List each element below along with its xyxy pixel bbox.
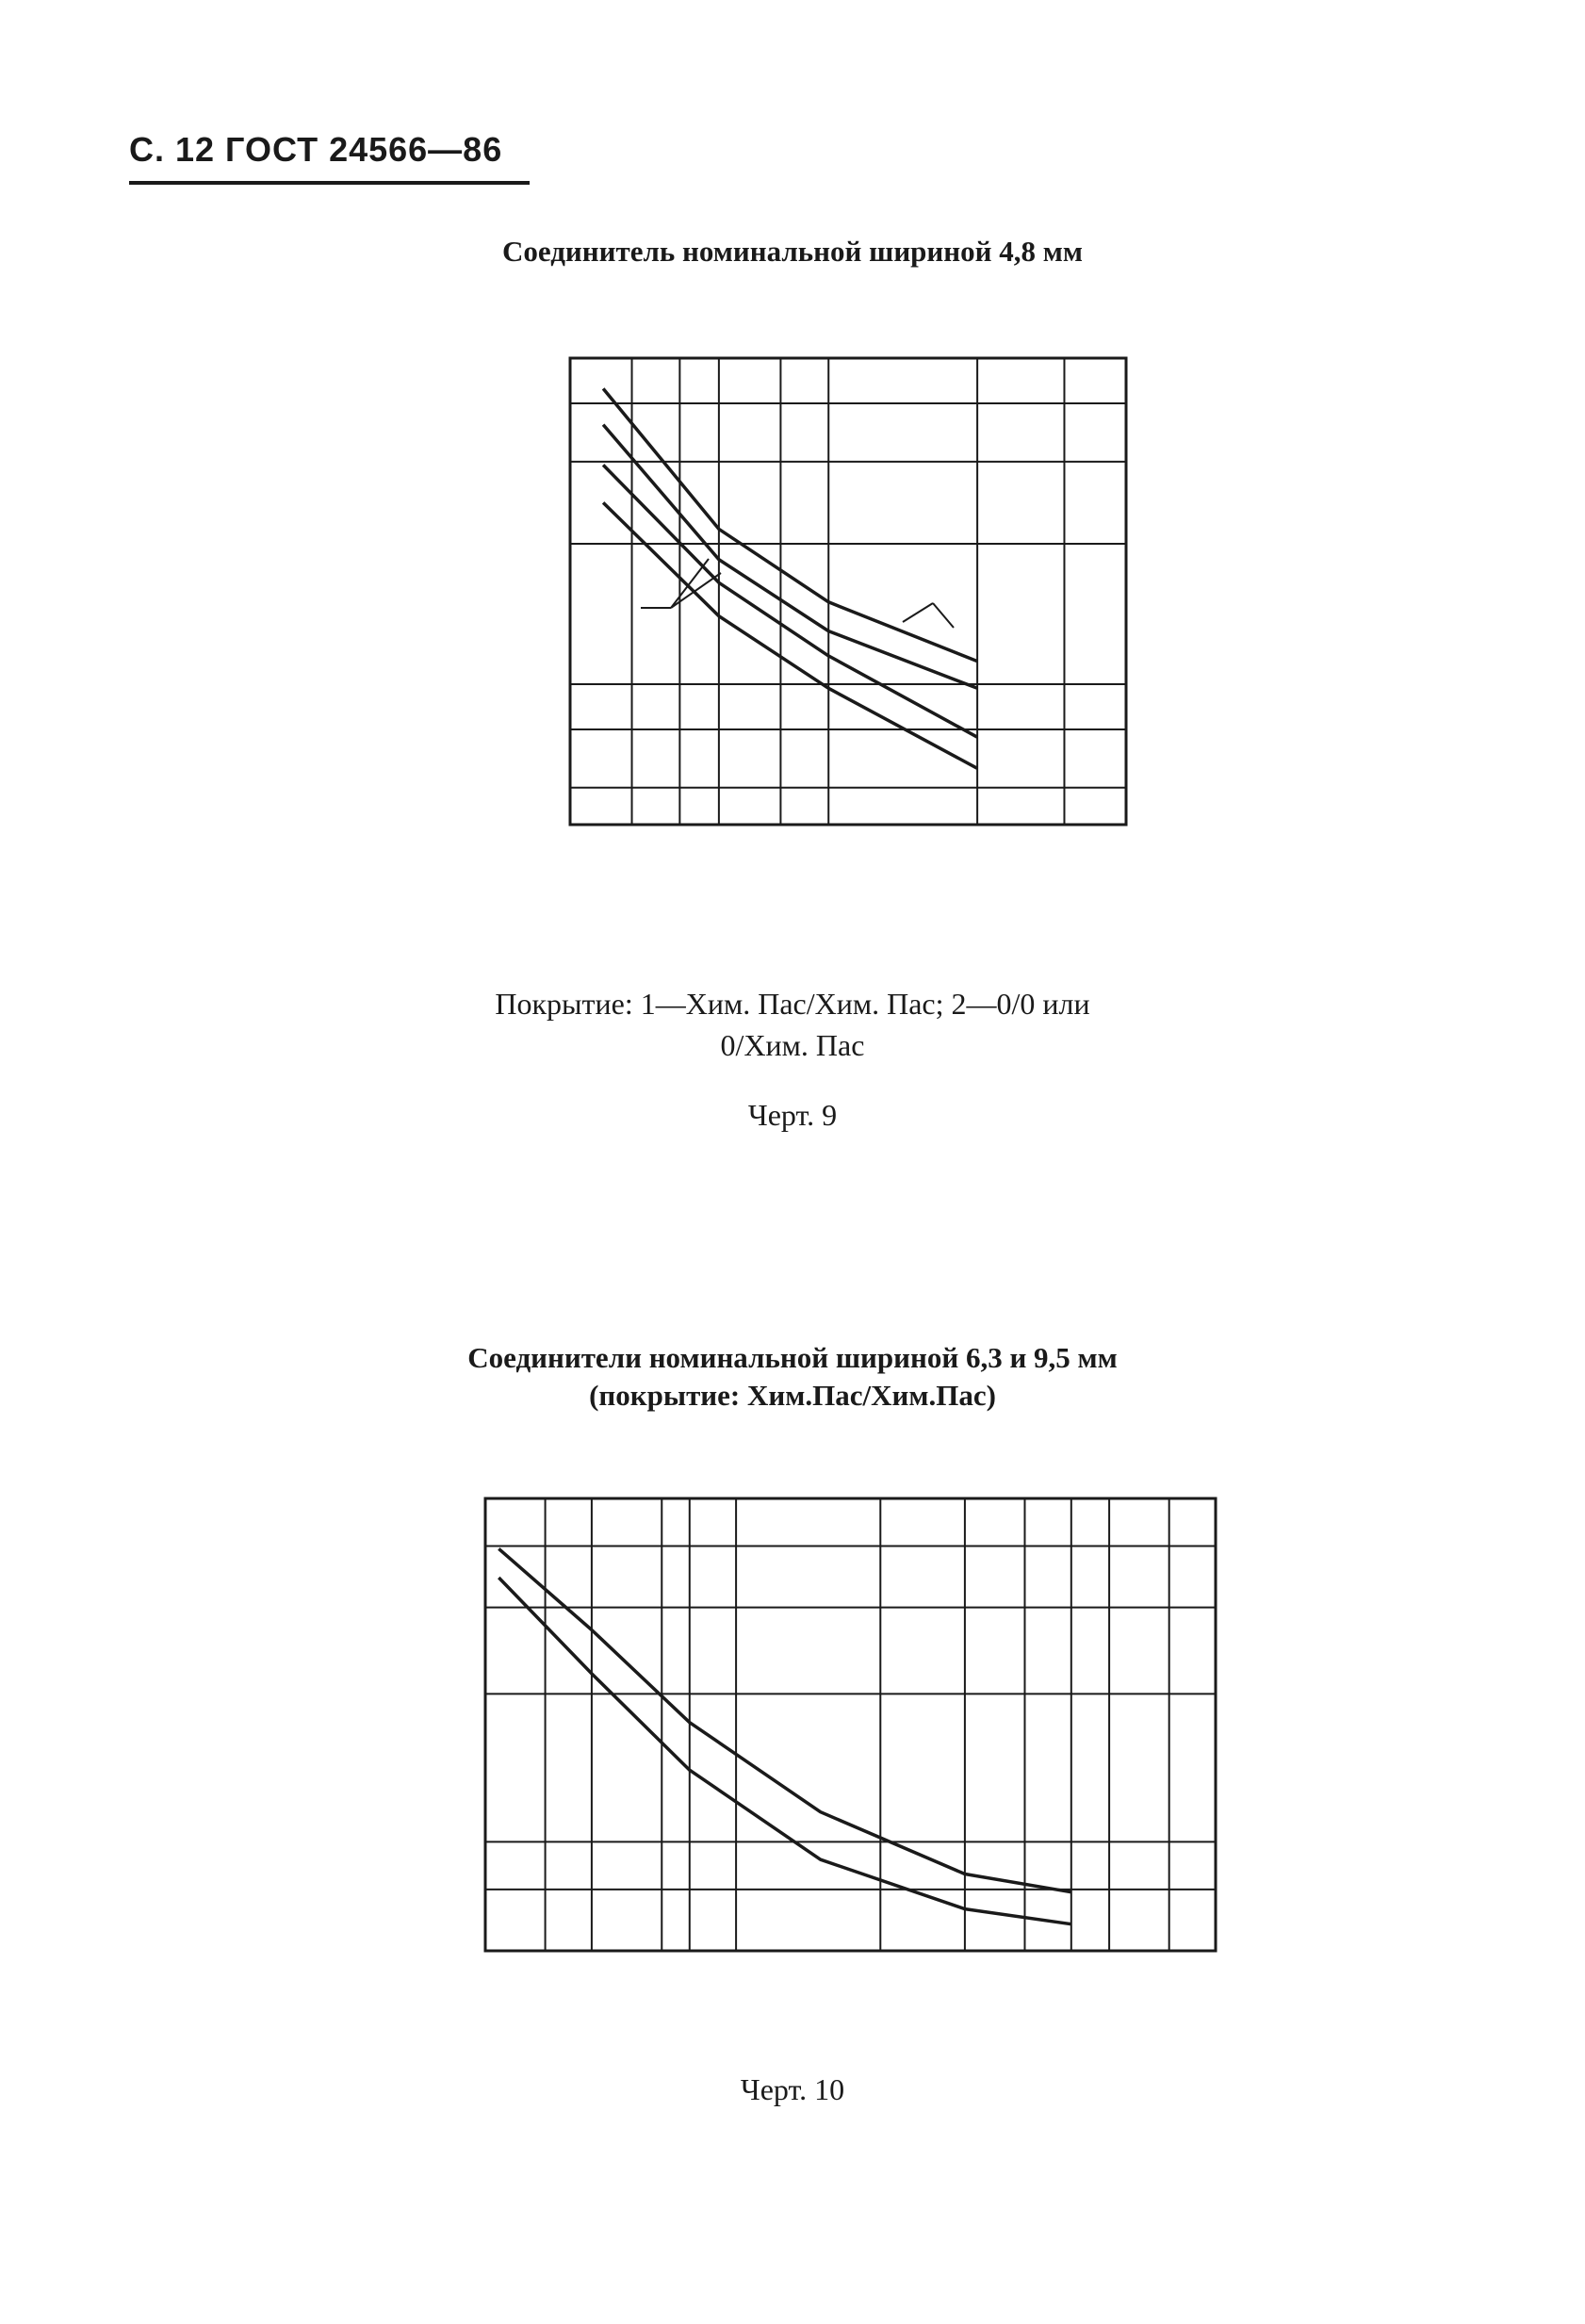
chart-10 — [0, 1470, 1585, 2054]
series-line — [603, 388, 977, 661]
fig10-caption: Черт. 10 — [740, 2072, 845, 2106]
series-line — [498, 1548, 1071, 1891]
annotation-leader — [933, 603, 954, 628]
coating-caption-line2: 0/Хим. Пас — [720, 1028, 865, 1062]
header-rule — [129, 181, 530, 185]
plot-frame — [485, 1498, 1216, 1951]
annotation-leader — [903, 603, 933, 622]
series-line — [603, 465, 977, 737]
chart1-title: Соединитель номинальной шириной 4,8 мм — [501, 235, 1083, 268]
chart-9 — [0, 320, 1585, 999]
series-line — [498, 1578, 1071, 1924]
chart2-title: Соединители номинальной шириной 6,3 и 9,5 мм — [467, 1341, 1118, 1374]
fig9-caption: Черт. 9 — [747, 1098, 838, 1132]
chart2-subtitle: (покрытие: Хим.Пас/Хим.Пас) — [589, 1379, 996, 1412]
page-header: С. 12 ГОСТ 24566—86 — [129, 130, 503, 169]
plot-frame — [570, 358, 1126, 825]
coating-caption-line1: Покрытие: 1—Хим. Пас/Хим. Пас; 2—0/0 или — [495, 987, 1090, 1021]
